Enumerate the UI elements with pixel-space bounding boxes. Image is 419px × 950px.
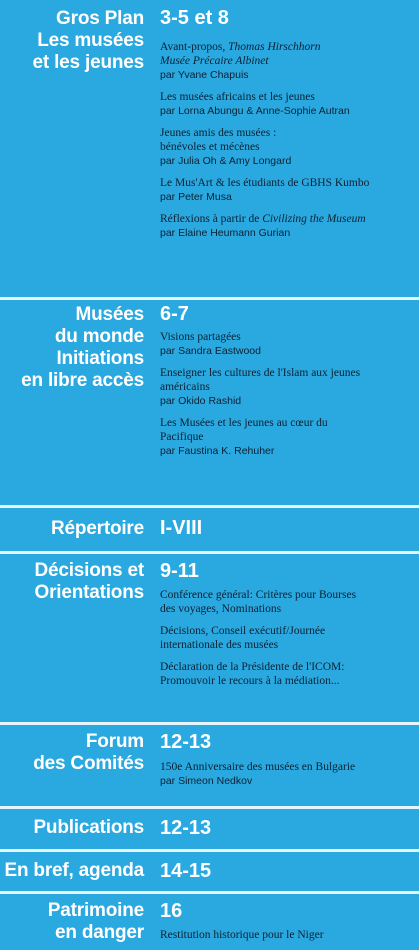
section-title-line: en libre accès — [21, 370, 144, 391]
section-en-bref — [0, 852, 419, 894]
section-title — [4, 860, 144, 882]
section-decisions — [0, 554, 419, 725]
entry-author: par Simeon Nedkov — [160, 775, 253, 787]
entry-author: par Okido Rashid — [160, 395, 242, 407]
entry-title: Décisions, Conseil exécutif/Journée internationale des musées — [160, 625, 326, 651]
entry-title: Jeunes amis des musées : bénévoles et mécènes — [160, 127, 277, 153]
entry-title: Déclaration de la Présidente de l'ICOM: Promouvoir le recours à la médiation... — [160, 661, 345, 687]
entry-title: Le Mus'Art & les étudiants de GBHS Kumbo — [160, 177, 370, 189]
section-pages: I-VIII — [160, 517, 203, 539]
entry — [160, 176, 410, 204]
section-title-line: Initiations — [56, 348, 144, 369]
entry — [160, 126, 410, 168]
section-title-line: Musées — [75, 304, 144, 325]
section-pages: 6-7 — [160, 303, 189, 325]
section-title — [48, 900, 144, 944]
section-title-line: Forum — [85, 731, 144, 752]
section-patrimoine — [0, 894, 419, 950]
entry-list — [160, 588, 410, 696]
section-pages: 3-5 et 8 — [160, 7, 229, 29]
entry-title: 150e Anniversaire des musées en Bulgarie — [160, 761, 356, 773]
entry-author: par Elaine Heumann Gurian — [160, 227, 291, 239]
entry-title: Visions partagées — [160, 331, 241, 343]
section-title-line: Publications — [33, 817, 144, 838]
section-pages: 12-13 — [160, 731, 212, 753]
section-title — [33, 731, 144, 775]
section-title — [34, 560, 144, 604]
entry — [160, 624, 410, 652]
entry-list — [160, 330, 410, 466]
section-gros-plan — [0, 0, 419, 300]
entry-author: par Sandra Eastwood — [160, 345, 261, 357]
entry — [160, 330, 410, 358]
entry — [160, 416, 410, 458]
section-pages: 12-13 — [160, 817, 212, 839]
entry-author: par Julia Oh & Amy Longard — [160, 155, 292, 167]
entry-title: Restitution historique pour le Niger — [160, 929, 324, 941]
section-title-line: En bref, agenda — [4, 860, 144, 881]
entry-list — [160, 40, 410, 248]
section-title — [21, 304, 144, 392]
section-title — [33, 8, 144, 74]
entry-title: Les musées africains et les jeunes — [160, 91, 315, 103]
section-title-line: et les jeunes — [32, 52, 144, 73]
section-title — [51, 518, 144, 540]
entry-title: Enseigner les cultures de l'Islam aux jeunes américains — [160, 367, 361, 393]
entry — [160, 212, 410, 240]
entry-title: Les Musées et les jeunes au cœur du Pacifique — [160, 417, 328, 443]
section-repertoire — [0, 508, 419, 554]
section-title-line: Orientations — [34, 582, 144, 603]
entry-title: Réflexions à partir de Civilizing the Museum — [160, 213, 366, 225]
entry-author: par Yvane Chapuis — [160, 69, 249, 81]
entry-title: Avant-propos, Thomas Hirschhorn Musée Précaire Albinet — [160, 41, 321, 67]
section-title — [33, 817, 144, 839]
section-musees-du-monde — [0, 300, 419, 508]
section-title-line: Les musées — [37, 30, 144, 51]
section-title-line: Décisions et — [34, 560, 144, 581]
entry — [160, 366, 410, 408]
section-forum — [0, 725, 419, 809]
section-pages: 14-15 — [160, 860, 212, 882]
section-title-line: du monde — [54, 326, 144, 347]
section-publications — [0, 809, 419, 852]
section-title-line: Gros Plan — [56, 8, 144, 29]
entry — [160, 588, 410, 616]
entry — [160, 928, 410, 942]
entry — [160, 660, 410, 688]
entry-list — [160, 760, 410, 796]
entry-author: par Lorna Abungu & Anne-Sophie Autran — [160, 105, 350, 117]
entry-title: Conférence général: Critères pour Bourses des voyages, Nominations — [160, 589, 357, 615]
section-title-line: des Comités — [33, 753, 144, 774]
entry-author: par Peter Musa — [160, 191, 232, 203]
entry-author: par Faustina K. Rehuher — [160, 445, 275, 457]
section-title-line: Patrimoine — [47, 900, 144, 921]
entry — [160, 40, 410, 82]
section-title-line: Répertoire — [50, 518, 144, 539]
section-pages: 9-11 — [160, 560, 199, 582]
section-title-line: en danger — [55, 922, 144, 943]
entry-list — [160, 928, 410, 950]
section-pages: 16 — [160, 900, 183, 922]
entry — [160, 760, 410, 788]
entry — [160, 90, 410, 118]
